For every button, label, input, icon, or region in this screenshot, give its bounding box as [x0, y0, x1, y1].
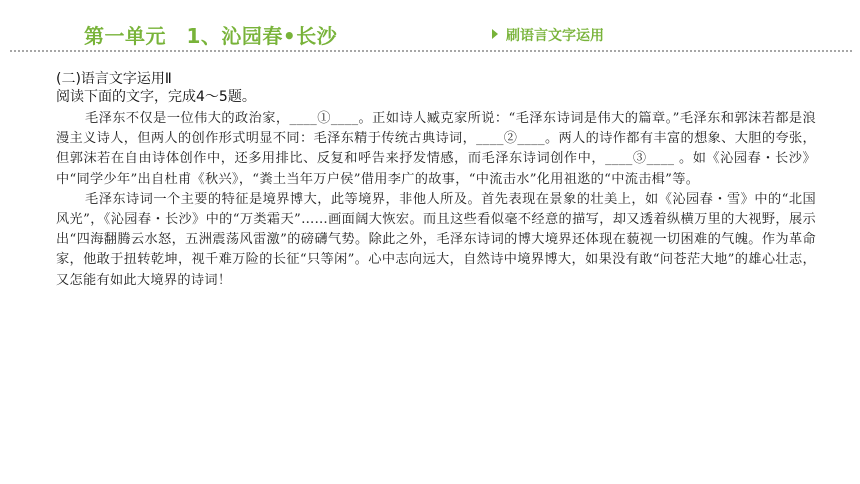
reading-passage [56, 70, 816, 291]
subsection-heading: (二)语言文字运用Ⅱ [56, 71, 172, 87]
section-tag [492, 25, 604, 45]
question-instruction: 阅读下面的文字，完成4～5题。 [56, 89, 256, 105]
passage-body [56, 109, 816, 291]
header-divider [10, 50, 852, 52]
play-triangle-icon [492, 29, 498, 39]
slide-header [0, 0, 860, 52]
passage-paragraph-1: 毛泽东不仅是一位伟大的政治家，____①____。正如诗人臧克家所说：“毛泽东诗词是伟大的篇章。”毛泽东和郭沫若都是浪漫主义诗人，但两人的创作形式明显不同：毛泽东精于传统古典诗词，____②____。两人的诗作都有丰富的想象、大胆的夸张，但郭沫若在自由诗体创作中，还多用排比、反复和呼告来抒发情感，而毛泽东诗词创作中，____③____ 。如《沁园春・长沙》中“同学少年”出自杜甫《秋兴》，“粪土当年万户侯”借用李广的故事，“中流击水”化用祖逖的“中流击楫”等。 [56, 111, 816, 187]
passage-paragraph-2: 毛泽东诗词一个主要的特征是境界博大，此等境界，非他人所及。首先表现在景象的壮美上，如《沁园春・雪》中的“北国风光”，《沁园春・长沙》中的“万类霜天”……画面阔大恢宏。而且这些看似毫不经意的描写，却又透着纵横万里的大视野，展示出“四海翻腾云水怒，五洲震荡风雷激”的磅礴气势。除此之外，毛泽东诗词的博大境界还体现在藐视一切困难的气魄。作为革命家，他敢于扭转乾坤，视千难万险的长征“只等闲”。心中志向远大，自然诗中境界博大，如果没有敢“问苍茫大地”的雄心壮志，又怎能有如此大境界的诗词！ [56, 191, 816, 288]
page-title: 第一单元 1、沁园春•长沙 [84, 24, 338, 48]
section-tag-label: 刷语言文字运用 [506, 28, 604, 44]
